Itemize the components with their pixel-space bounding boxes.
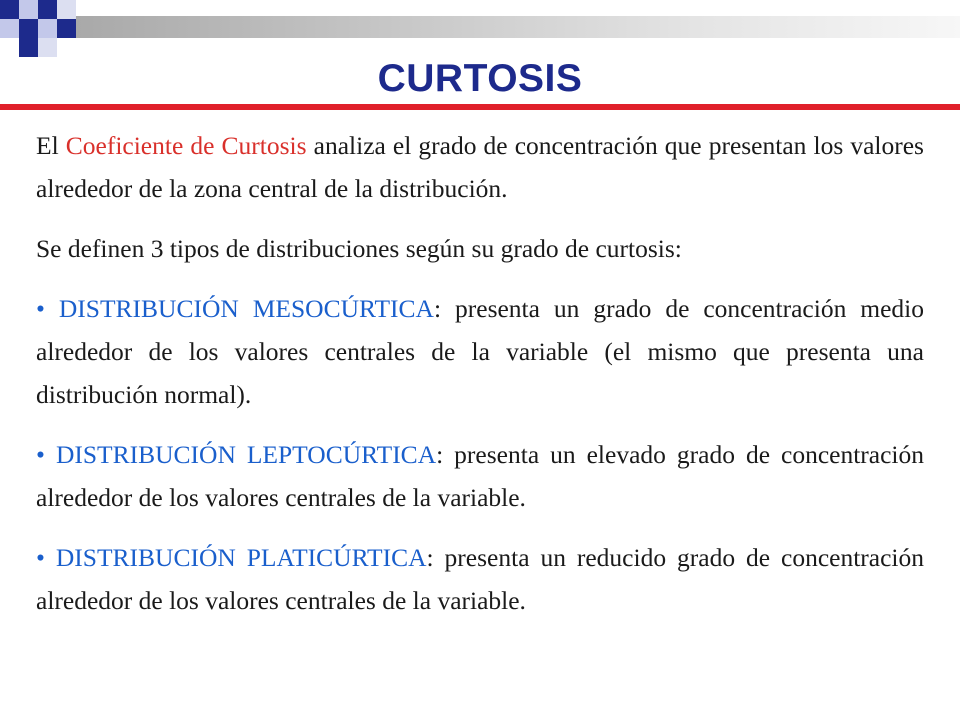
bullet-term: DISTRIBUCIÓN LEPTOCÚRTICA (55, 440, 437, 469)
bullet-item-mesocurtica (36, 287, 924, 416)
corner-square-decoration (38, 0, 57, 19)
bullet-marker: • (36, 543, 45, 572)
title-underline-rule (0, 104, 960, 110)
header-gradient-band (76, 16, 960, 38)
corner-square-decoration (0, 19, 19, 38)
corner-square-decoration (19, 38, 38, 57)
intro-suffix: analiza el grado de concentración que presentan los valores alrededor de la zona central de la distribución. (36, 131, 924, 203)
bullet-text: : presenta un grado de concentración medio alrededor de los valores centrales de la variable (el mismo que presenta una distribución normal). (36, 294, 925, 409)
bullet-text: : presenta un reducido grado de concentración alrededor de los valores centrales de la variable. (36, 543, 925, 615)
bullet-text: : presenta un elevado grado de concentración alrededor de los valores centrales de la variable. (36, 440, 924, 512)
types-sentence: Se definen 3 tipos de distribuciones según su grado de curtosis: (36, 234, 682, 263)
corner-square-decoration (38, 38, 57, 57)
bullet-marker: • (36, 294, 45, 323)
bullet-item-leptocurtica (36, 433, 924, 519)
corner-square-decoration (19, 19, 38, 38)
corner-square-decoration (38, 19, 57, 38)
corner-square-decoration (57, 19, 76, 38)
slide-title: CURTOSIS (377, 57, 583, 100)
bullet-term: DISTRIBUCIÓN PLATICÚRTICA (55, 543, 427, 572)
slide-body (36, 124, 924, 639)
corner-square-decoration (57, 0, 76, 19)
corner-square-decoration (19, 0, 38, 19)
bullet-marker: • (36, 440, 45, 469)
bullet-term: DISTRIBUCIÓN MESOCÚRTICA (58, 294, 434, 323)
bullet-item-platicurtica (36, 536, 924, 622)
intro-prefix: El (36, 131, 66, 160)
corner-square-decoration (0, 0, 19, 19)
intro-term: Coeficiente de Curtosis (65, 131, 307, 160)
intro-paragraph (36, 124, 924, 210)
